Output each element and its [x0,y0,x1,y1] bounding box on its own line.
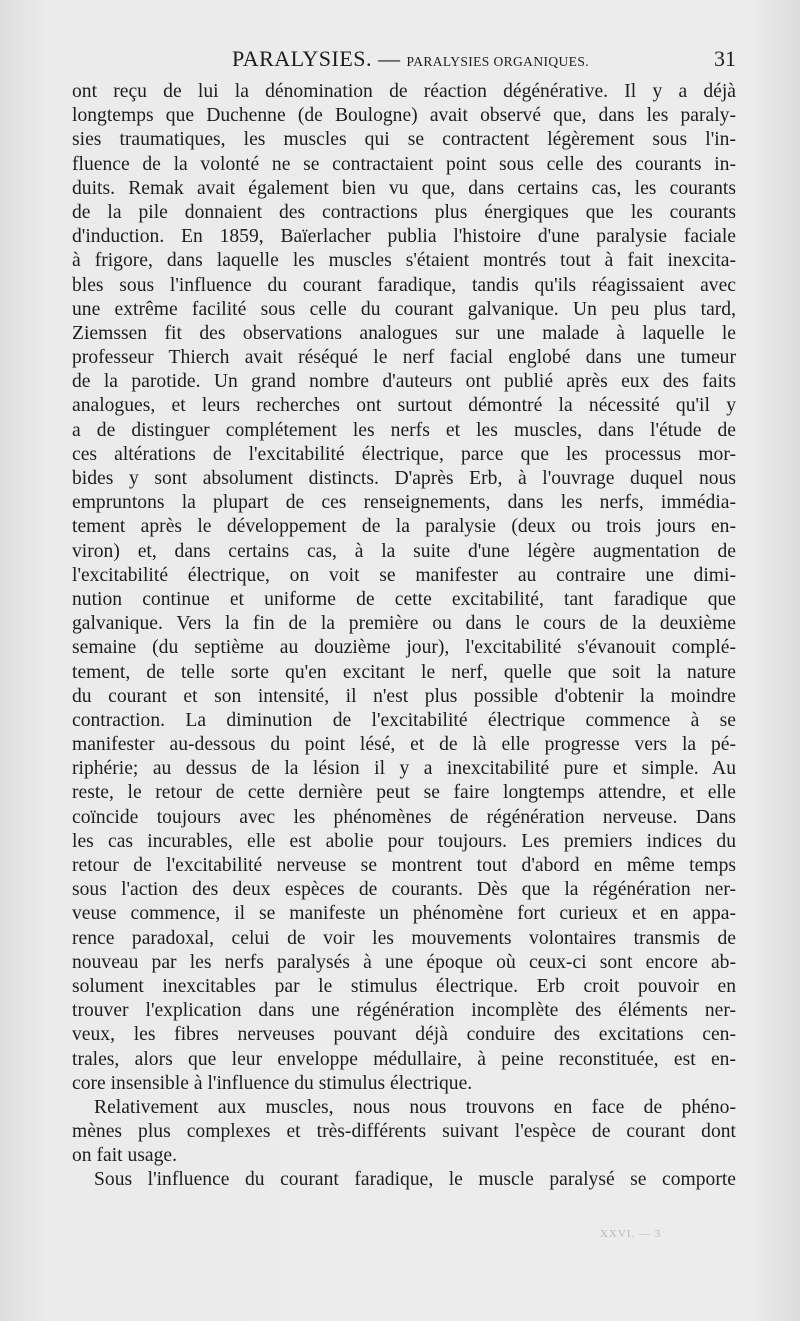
text-line: sous l'action des deux espèces de courants. Dès que la régénération ner- [72,879,736,901]
page-number: 31 [714,46,736,71]
text-line: tement, de telle sorte qu'en excitant le nerf, quelle que soit la nature [72,661,736,683]
text-line: a de distinguer complétement les nerfs et les muscles, dans l'étude de [72,419,736,441]
text-line: de la parotide. Un grand nombre d'auteurs ont publié après eux des faits [72,371,736,393]
text-line: sies traumatiques, les muscles qui se contractent légèrement sous l'in- [72,129,736,151]
text-line: analogues, et leurs recherches ont surtout démontré la nécessité qu'il y [72,395,736,417]
text-line: à frigore, dans laquelle les muscles s'étaient montrés tout à fait inexcita- [72,250,736,272]
text-line: bides y sont absolument distincts. D'après Erb, à l'ouvrage duquel nous [72,468,736,489]
text-line: Ziemssen fit des observations analogues sur une malade à laquelle le [72,322,736,344]
text-line: galvanique. Vers la fin de la première ou dans le cours de la deuxième [72,613,736,635]
text-line: riphérie; au dessus de la lésion il y a inexcitabilité pure et simple. Au [72,758,736,780]
running-head [72,44,736,74]
text-line: contraction. La diminution de l'excitabilité électrique commence à se [72,709,736,731]
text-line: tement après le développement de la paralysie (deux ou trois jours en- [72,516,736,538]
text-line: viron) et, dans certains cas, à la suite d'une légère augmentation de [72,540,736,562]
text-line: fluence de la volonté ne se contractaient point sous celle des courants in- [72,153,736,175]
text-line: on fait usage. [72,1145,178,1167]
text-line: les cas incurables, elle est abolie pour toujours. Les premiers indices du [72,830,736,852]
text-line: solument inexcitables par le stimulus électrique. Erb croit pouvoir en [72,975,736,997]
text-line: nution continue et uniforme de cette excitabilité, tant faradique que [72,588,736,610]
text-line: ont reçu de lui la dénomination de réaction dégénérative. Il y a déjà [72,81,736,102]
text-line: de la pile donnaient des contractions plus énergiques que les courants [72,201,736,223]
paragraph-1 [72,80,736,1096]
running-head-title [232,44,589,77]
text-line: retour de l'excitabilité nerveuse se montrent tout d'abord en même temps [72,855,736,876]
body-text [72,80,736,1193]
section-title: PARALYSIES ORGANIQUES. [406,54,590,69]
text-line: rence paradoxal, celui de voir les mouvements volontaires transmis de [72,927,736,949]
text-line: l'excitabilité électrique, on voit se manifester au contraire une dimi- [72,564,736,586]
text-line: core insensible à l'influence du stimulus électrique. [72,1072,473,1094]
text-line: d'induction. En 1859, Baïerlacher publia l'histoire d'une paralysie faciale [72,226,736,248]
text-line: reste, le retour de cette dernière peut se faire longtemps attendre, et elle [72,782,736,804]
text-line: mènes plus complexes et très-différents suivant l'espèce de courant dont [72,1121,736,1143]
text-line: coïncide toujours avec les phénomènes de régénération nerveuse. Dans [72,806,736,828]
text-line: ces altérations de l'excitabilité électrique, parce que les processus mor- [72,443,736,465]
paragraph-2 [72,1096,736,1169]
text-line: veuse commence, il se manifeste un phénomène fort curieux et en appa- [72,903,736,925]
text-line: trouver l'explication dans une régénération incomplète des éléments ner- [72,1000,736,1022]
paragraph-3 [72,1168,736,1192]
chapter-title: PARALYSIES. [232,46,373,71]
header-dash: — [372,46,407,71]
show-through-text: XXVI. — 3 [600,1228,662,1240]
text-line: nouveau par les nerfs paralysés à une époque où ceux-ci sont encore ab- [72,951,736,973]
text-line: Sous l'influence du courant faradique, le muscle paralysé se comporte [94,1169,736,1191]
text-line: une extrême facilité sous celle du courant galvanique. Un peu plus tard, [72,298,736,320]
text-line: longtemps que Duchenne (de Boulogne) avait observé que, dans les paraly- [72,105,736,127]
text-line: trales, alors que leur enveloppe médullaire, à peine reconstituée, est en- [72,1048,736,1070]
text-line: professeur Thierch avait réséqué le nerf facial englobé dans une tumeur [72,347,736,369]
text-line: bles sous l'influence du courant faradique, tandis qu'ils réagissaient avec [72,274,736,296]
text-line: du courant et son intensité, il n'est plus possible d'obtenir la moindre [72,685,736,707]
text-line: manifester au-dessous du point lésé, et de là elle progresse vers la pé- [72,734,736,756]
text-line: empruntons la plupart de ces renseignements, dans les nerfs, immédia- [72,492,736,514]
text-line: Relativement aux muscles, nous nous trouvons en face de phéno- [94,1096,736,1118]
text-line: duits. Remak avait également bien vu que, dans certains cas, les courants [72,177,736,199]
text-line: semaine (du septième au douzième jour), l'excitabilité s'évanouit complé- [72,637,736,659]
text-line: veux, les fibres nerveuses pouvant déjà conduire des excitations cen- [72,1024,736,1046]
